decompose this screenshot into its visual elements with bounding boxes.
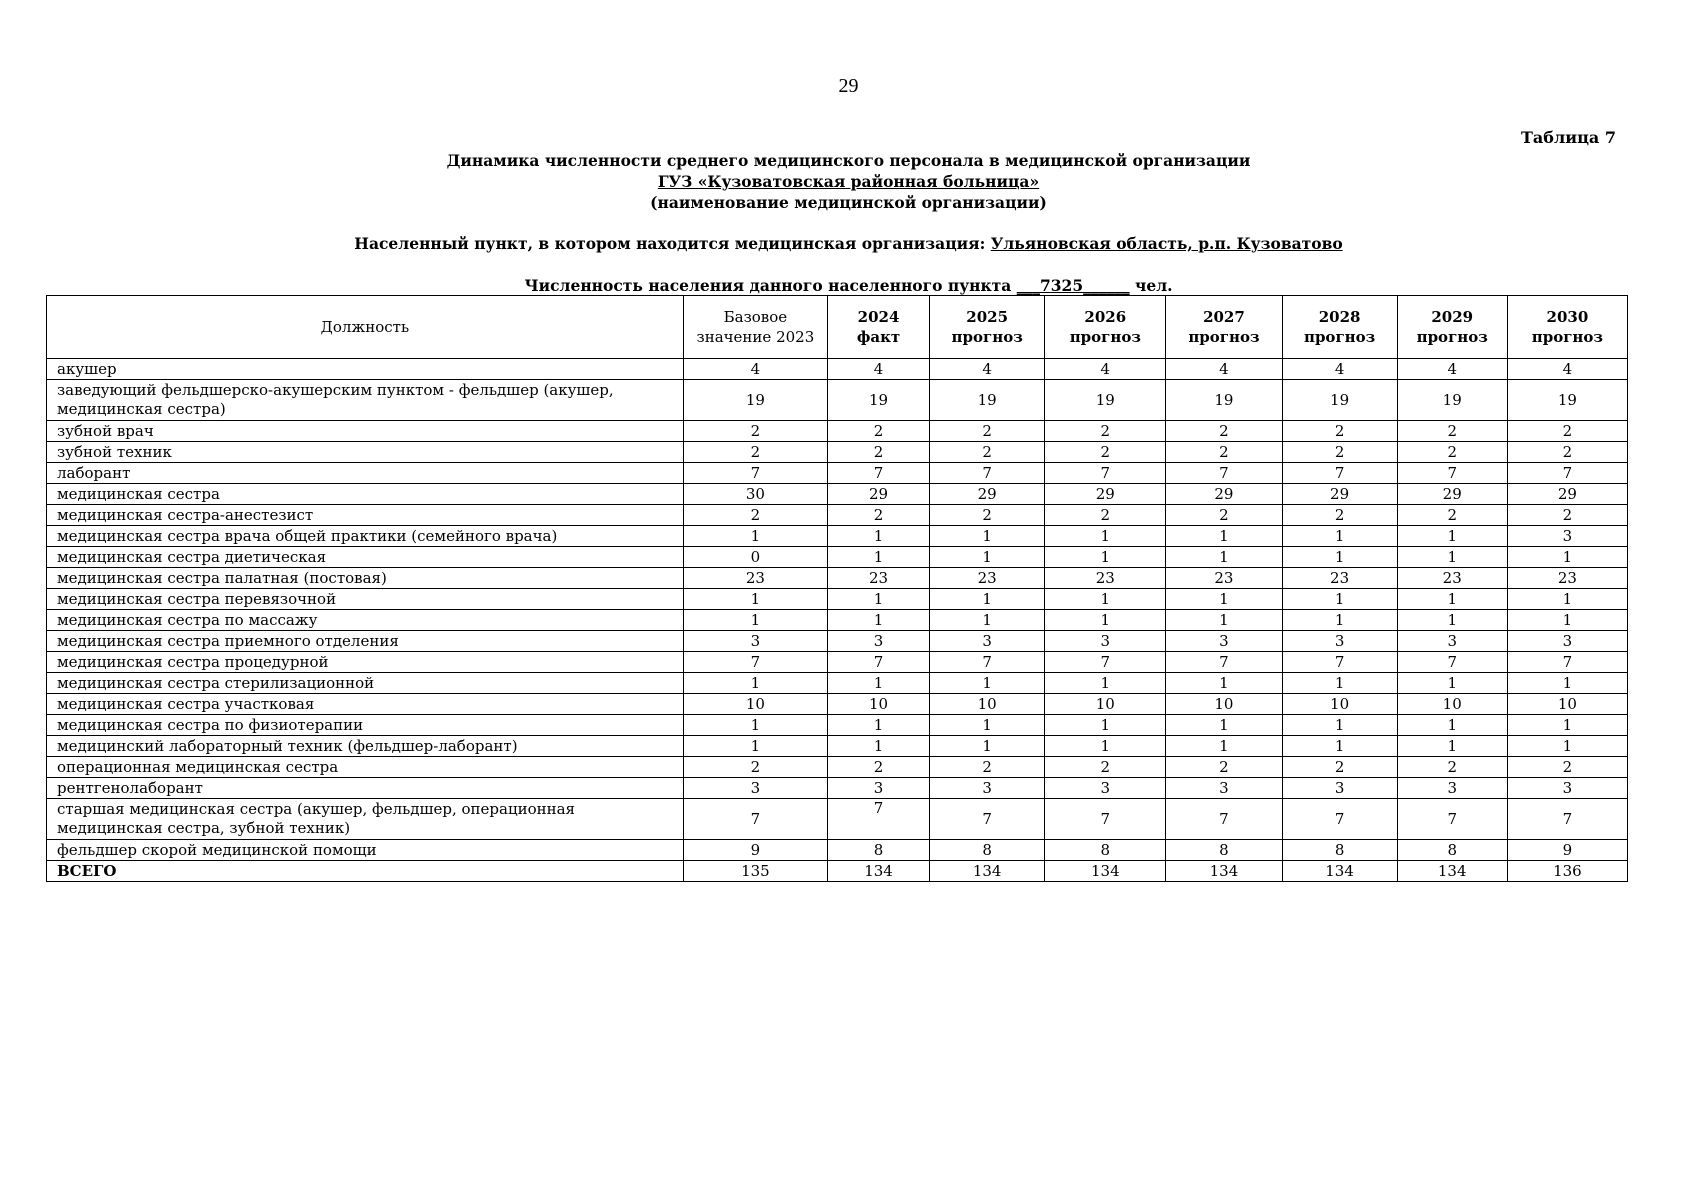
column-header-year: 2026 <box>1084 308 1127 326</box>
position-name-cell: лаборант <box>47 463 684 484</box>
table-row <box>47 463 1628 484</box>
table-row <box>47 442 1628 463</box>
column-header-base-2023: Базовое значение 2023 <box>683 296 827 359</box>
value-cell: 1 <box>1045 673 1166 694</box>
value-cell: 19 <box>1507 380 1627 421</box>
position-name-cell: зубной врач <box>47 421 684 442</box>
value-cell: 1 <box>1282 526 1397 547</box>
position-name-cell: медицинская сестра участковая <box>47 694 684 715</box>
value-cell: 1 <box>1507 715 1627 736</box>
position-name-cell: медицинская сестра стерилизационной <box>47 673 684 694</box>
column-header-kind: прогноз <box>1416 328 1488 346</box>
value-cell: 1 <box>827 673 929 694</box>
value-cell: 19 <box>930 380 1045 421</box>
column-header-year: 2027 <box>1203 308 1245 326</box>
value-cell: 2 <box>1282 421 1397 442</box>
column-header-kind: прогноз <box>1531 328 1603 346</box>
value-cell: 29 <box>1507 484 1627 505</box>
value-cell: 19 <box>827 380 929 421</box>
value-cell: 2 <box>930 757 1045 778</box>
column-header-year: 2029 <box>1431 308 1474 326</box>
value-cell: 10 <box>1166 694 1282 715</box>
position-name-cell: медицинский лабораторный техник (фельдшер-лаборант) <box>47 736 684 757</box>
value-cell: 1 <box>683 673 827 694</box>
value-cell: 1 <box>1166 547 1282 568</box>
table-row <box>47 631 1628 652</box>
value-cell: 7 <box>1282 652 1397 673</box>
value-cell: 3 <box>930 631 1045 652</box>
total-value-cell: 134 <box>1045 861 1166 882</box>
table-row <box>47 840 1628 861</box>
total-row <box>47 861 1628 882</box>
value-cell: 1 <box>1166 715 1282 736</box>
value-cell: 1 <box>930 547 1045 568</box>
value-cell: 1 <box>1507 589 1627 610</box>
value-cell: 19 <box>1282 380 1397 421</box>
value-cell: 1 <box>1045 715 1166 736</box>
value-cell: 2 <box>1397 505 1507 526</box>
value-cell: 2 <box>1397 421 1507 442</box>
value-cell: 2 <box>1282 757 1397 778</box>
position-name-cell: медицинская сестра по физиотерапии <box>47 715 684 736</box>
value-cell: 19 <box>683 380 827 421</box>
value-cell: 7 <box>1166 652 1282 673</box>
value-cell: 29 <box>1397 484 1507 505</box>
value-cell: 3 <box>930 778 1045 799</box>
table-row <box>47 673 1628 694</box>
value-cell: 1 <box>930 589 1045 610</box>
value-cell: 2 <box>1397 442 1507 463</box>
value-cell: 2 <box>1166 421 1282 442</box>
settlement-label: Населенный пункт, в котором находится медицинская организация: <box>354 234 991 253</box>
value-cell: 7 <box>683 799 827 840</box>
value-cell: 2 <box>827 421 929 442</box>
position-name-cell: медицинская сестра диетическая <box>47 547 684 568</box>
value-cell: 2 <box>683 421 827 442</box>
settlement-value: Ульяновская область, р.п. Кузоватово <box>990 234 1343 253</box>
value-cell: 3 <box>1397 631 1507 652</box>
column-header-kind: прогноз <box>1303 328 1376 346</box>
position-name-cell: медицинская сестра по массажу <box>47 610 684 631</box>
value-cell: 19 <box>1397 380 1507 421</box>
column-header-year: 2025 <box>966 308 1009 326</box>
value-cell: 1 <box>1507 736 1627 757</box>
table-body <box>47 359 1628 882</box>
value-cell: 1 <box>1045 610 1166 631</box>
value-cell: 1 <box>930 715 1045 736</box>
value-cell: 7 <box>1166 463 1282 484</box>
value-cell: 1 <box>827 610 929 631</box>
total-value-cell: 134 <box>930 861 1045 882</box>
value-cell: 1 <box>1397 673 1507 694</box>
value-cell: 7 <box>1045 463 1166 484</box>
value-cell: 1 <box>1397 736 1507 757</box>
table-row <box>47 359 1628 380</box>
value-cell: 7 <box>1397 463 1507 484</box>
value-cell: 1 <box>930 673 1045 694</box>
column-header-year: 2030 <box>1546 308 1589 326</box>
position-name-cell: фельдшер скорой медицинской помощи <box>47 840 684 861</box>
value-cell: 1 <box>1166 610 1282 631</box>
value-cell: 7 <box>683 463 827 484</box>
value-cell: 2 <box>1507 505 1627 526</box>
position-name-cell: медицинская сестра процедурной <box>47 652 684 673</box>
position-name-cell: старшая медицинская сестра (акушер, фельдшер, операционная медицинская сестра, зубной техник) <box>47 799 684 840</box>
population-unit: чел. <box>1129 276 1173 295</box>
value-cell: 10 <box>1397 694 1507 715</box>
value-cell: 2 <box>1507 421 1627 442</box>
value-cell: 2 <box>1282 442 1397 463</box>
value-cell: 1 <box>1397 547 1507 568</box>
value-cell: 3 <box>827 778 929 799</box>
value-cell: 7 <box>930 463 1045 484</box>
table-row <box>47 589 1628 610</box>
value-cell: 7 <box>1507 652 1627 673</box>
value-cell: 3 <box>1507 631 1627 652</box>
column-header-kind: прогноз <box>951 328 1023 346</box>
page-number: 29 <box>838 75 859 97</box>
value-cell: 2 <box>1166 505 1282 526</box>
population-label: Численность населения данного населенного пункта <box>524 276 1017 295</box>
value-cell: 3 <box>1045 631 1166 652</box>
position-name-cell: медицинская сестра врача общей практики (семейного врача) <box>47 526 684 547</box>
column-header-position: Должность <box>47 296 684 359</box>
table-row <box>47 799 1628 840</box>
position-name-cell: рентгенолаборант <box>47 778 684 799</box>
value-cell: 1 <box>683 736 827 757</box>
value-cell: 2 <box>1045 757 1166 778</box>
value-cell: 1 <box>1166 673 1282 694</box>
population-value: ___7325______ <box>1016 276 1130 295</box>
organization-name: ГУЗ «Кузоватовская районная больница» <box>657 172 1040 191</box>
value-cell: 1 <box>1397 526 1507 547</box>
value-cell: 4 <box>827 359 929 380</box>
table-row <box>47 694 1628 715</box>
table-row <box>47 421 1628 442</box>
value-cell: 2 <box>827 505 929 526</box>
column-header-2027 <box>1166 296 1282 359</box>
value-cell: 8 <box>930 840 1045 861</box>
value-cell: 9 <box>683 840 827 861</box>
value-cell: 3 <box>1282 631 1397 652</box>
value-cell: 2 <box>827 757 929 778</box>
table-row <box>47 526 1628 547</box>
value-cell: 4 <box>1045 359 1166 380</box>
column-header-2026 <box>1045 296 1166 359</box>
column-header-2025 <box>930 296 1045 359</box>
value-cell: 0 <box>683 547 827 568</box>
table-row <box>47 380 1628 421</box>
position-name-cell: медицинская сестра-анестезист <box>47 505 684 526</box>
value-cell: 23 <box>1282 568 1397 589</box>
value-cell: 3 <box>1166 778 1282 799</box>
value-cell: 3 <box>1507 526 1627 547</box>
value-cell: 1 <box>683 715 827 736</box>
table-row <box>47 736 1628 757</box>
value-cell: 8 <box>827 840 929 861</box>
value-cell: 4 <box>1282 359 1397 380</box>
total-value-cell: 134 <box>1282 861 1397 882</box>
value-cell: 1 <box>1282 673 1397 694</box>
value-cell: 1 <box>827 526 929 547</box>
position-name-cell: акушер <box>47 359 684 380</box>
total-value-cell: 136 <box>1507 861 1627 882</box>
document-title: Динамика численности среднего медицинского персонала в медицинской организации <box>446 151 1251 170</box>
position-name-cell: медицинская сестра палатная (постовая) <box>47 568 684 589</box>
table-row <box>47 568 1628 589</box>
value-cell: 1 <box>683 589 827 610</box>
value-cell: 8 <box>1166 840 1282 861</box>
value-cell: 2 <box>683 757 827 778</box>
value-cell: 1 <box>1507 673 1627 694</box>
value-cell: 7 <box>683 652 827 673</box>
value-cell: 4 <box>683 359 827 380</box>
value-cell: 1 <box>1045 526 1166 547</box>
value-cell: 10 <box>1282 694 1397 715</box>
column-header-kind: прогноз <box>1069 328 1141 346</box>
value-cell: 3 <box>1166 631 1282 652</box>
value-cell: 2 <box>930 442 1045 463</box>
value-cell: 1 <box>1166 589 1282 610</box>
value-cell: 1 <box>1507 547 1627 568</box>
position-name-cell: медицинская сестра приемного отделения <box>47 631 684 652</box>
population-line <box>0 276 1697 295</box>
value-cell: 19 <box>1166 380 1282 421</box>
total-value-cell: 134 <box>1166 861 1282 882</box>
value-cell: 1 <box>1166 526 1282 547</box>
value-cell: 3 <box>1507 778 1627 799</box>
value-cell: 2 <box>1507 757 1627 778</box>
value-cell: 23 <box>683 568 827 589</box>
value-cell: 3 <box>1282 778 1397 799</box>
value-cell: 1 <box>1282 736 1397 757</box>
value-cell: 10 <box>1045 694 1166 715</box>
total-label-cell: ВСЕГО <box>47 861 684 882</box>
table-row <box>47 610 1628 631</box>
value-cell: 2 <box>1045 505 1166 526</box>
value-cell: 29 <box>1166 484 1282 505</box>
value-cell: 1 <box>1282 715 1397 736</box>
column-header-kind: прогноз <box>1188 328 1260 346</box>
value-cell: 23 <box>1507 568 1627 589</box>
position-name-cell: операционная медицинская сестра <box>47 757 684 778</box>
total-value-cell: 134 <box>1397 861 1507 882</box>
value-cell: 1 <box>1045 547 1166 568</box>
value-cell: 3 <box>1397 778 1507 799</box>
value-cell: 1 <box>827 736 929 757</box>
value-cell: 10 <box>827 694 929 715</box>
value-cell: 7 <box>1166 799 1282 840</box>
settlement-line <box>0 234 1697 253</box>
value-cell: 1 <box>1282 589 1397 610</box>
value-cell: 29 <box>827 484 929 505</box>
value-cell: 1 <box>683 610 827 631</box>
value-cell: 1 <box>1045 736 1166 757</box>
value-cell: 2 <box>1282 505 1397 526</box>
column-header-kind: факт <box>856 328 901 346</box>
document-header <box>0 150 1697 213</box>
value-cell: 23 <box>827 568 929 589</box>
value-cell: 7 <box>1282 799 1397 840</box>
value-cell: 2 <box>1045 442 1166 463</box>
column-header-2030 <box>1507 296 1627 359</box>
value-cell: 2 <box>930 505 1045 526</box>
value-cell: 29 <box>1045 484 1166 505</box>
value-cell: 29 <box>930 484 1045 505</box>
value-cell: 7 <box>1397 652 1507 673</box>
position-name-cell: заведующий фельдшерско-акушерским пунктом - фельдшер (акушер, медицинская сестра) <box>47 380 684 421</box>
value-cell: 3 <box>827 631 929 652</box>
value-cell: 2 <box>1507 442 1627 463</box>
value-cell: 1 <box>1282 547 1397 568</box>
staff-table <box>46 295 1628 882</box>
value-cell: 7 <box>1507 799 1627 840</box>
value-cell: 2 <box>930 421 1045 442</box>
value-cell: 1 <box>1397 589 1507 610</box>
position-name-cell: медицинская сестра перевязочной <box>47 589 684 610</box>
value-cell: 8 <box>1282 840 1397 861</box>
value-cell: 1 <box>1282 610 1397 631</box>
value-cell: 1 <box>1045 589 1166 610</box>
value-cell: 29 <box>1282 484 1397 505</box>
value-cell: 7 <box>1045 799 1166 840</box>
value-cell: 19 <box>1045 380 1166 421</box>
value-cell: 1 <box>827 589 929 610</box>
value-cell: 4 <box>1507 359 1627 380</box>
value-cell: 2 <box>1397 757 1507 778</box>
value-cell: 7 <box>827 652 929 673</box>
value-cell: 10 <box>683 694 827 715</box>
value-cell: 4 <box>930 359 1045 380</box>
value-cell: 7 <box>1397 799 1507 840</box>
position-name-cell: медицинская сестра <box>47 484 684 505</box>
value-cell: 7 <box>1507 463 1627 484</box>
column-header-year: 2024 <box>857 308 900 326</box>
value-cell: 30 <box>683 484 827 505</box>
value-cell: 1 <box>827 715 929 736</box>
column-header-year: 2028 <box>1318 308 1361 326</box>
value-cell: 7 <box>827 799 929 840</box>
table-row <box>47 484 1628 505</box>
value-cell: 2 <box>1166 442 1282 463</box>
column-header-2029 <box>1397 296 1507 359</box>
value-cell: 1 <box>930 526 1045 547</box>
table-row <box>47 505 1628 526</box>
value-cell: 1 <box>930 736 1045 757</box>
value-cell: 2 <box>683 505 827 526</box>
value-cell: 23 <box>930 568 1045 589</box>
value-cell: 7 <box>930 799 1045 840</box>
table-label: Таблица 7 <box>1521 128 1616 147</box>
table-row <box>47 547 1628 568</box>
value-cell: 1 <box>1166 736 1282 757</box>
value-cell: 1 <box>683 526 827 547</box>
value-cell: 4 <box>1166 359 1282 380</box>
value-cell: 8 <box>1045 840 1166 861</box>
value-cell: 3 <box>683 778 827 799</box>
organization-caption: (наименование медицинской организации) <box>650 193 1047 212</box>
value-cell: 10 <box>930 694 1045 715</box>
table-row <box>47 757 1628 778</box>
value-cell: 23 <box>1397 568 1507 589</box>
value-cell: 23 <box>1045 568 1166 589</box>
value-cell: 3 <box>1045 778 1166 799</box>
value-cell: 4 <box>1397 359 1507 380</box>
value-cell: 2 <box>1166 757 1282 778</box>
table-header-row <box>47 296 1628 359</box>
value-cell: 7 <box>1045 652 1166 673</box>
column-header-2028 <box>1282 296 1397 359</box>
value-cell: 2 <box>1045 421 1166 442</box>
total-value-cell: 134 <box>827 861 929 882</box>
total-value-cell: 135 <box>683 861 827 882</box>
value-cell: 1 <box>1397 715 1507 736</box>
column-header-2024 <box>827 296 929 359</box>
value-cell: 1 <box>1397 610 1507 631</box>
value-cell: 1 <box>827 547 929 568</box>
value-cell: 9 <box>1507 840 1627 861</box>
value-cell: 23 <box>1166 568 1282 589</box>
value-cell: 7 <box>827 463 929 484</box>
value-cell: 2 <box>683 442 827 463</box>
value-cell: 10 <box>1507 694 1627 715</box>
value-cell: 3 <box>683 631 827 652</box>
value-cell: 1 <box>1507 610 1627 631</box>
value-cell: 2 <box>827 442 929 463</box>
table-row <box>47 715 1628 736</box>
value-cell: 8 <box>1397 840 1507 861</box>
value-cell: 7 <box>930 652 1045 673</box>
position-name-cell: зубной техник <box>47 442 684 463</box>
value-cell: 1 <box>930 610 1045 631</box>
value-cell: 7 <box>1282 463 1397 484</box>
table-row <box>47 652 1628 673</box>
table-row <box>47 778 1628 799</box>
